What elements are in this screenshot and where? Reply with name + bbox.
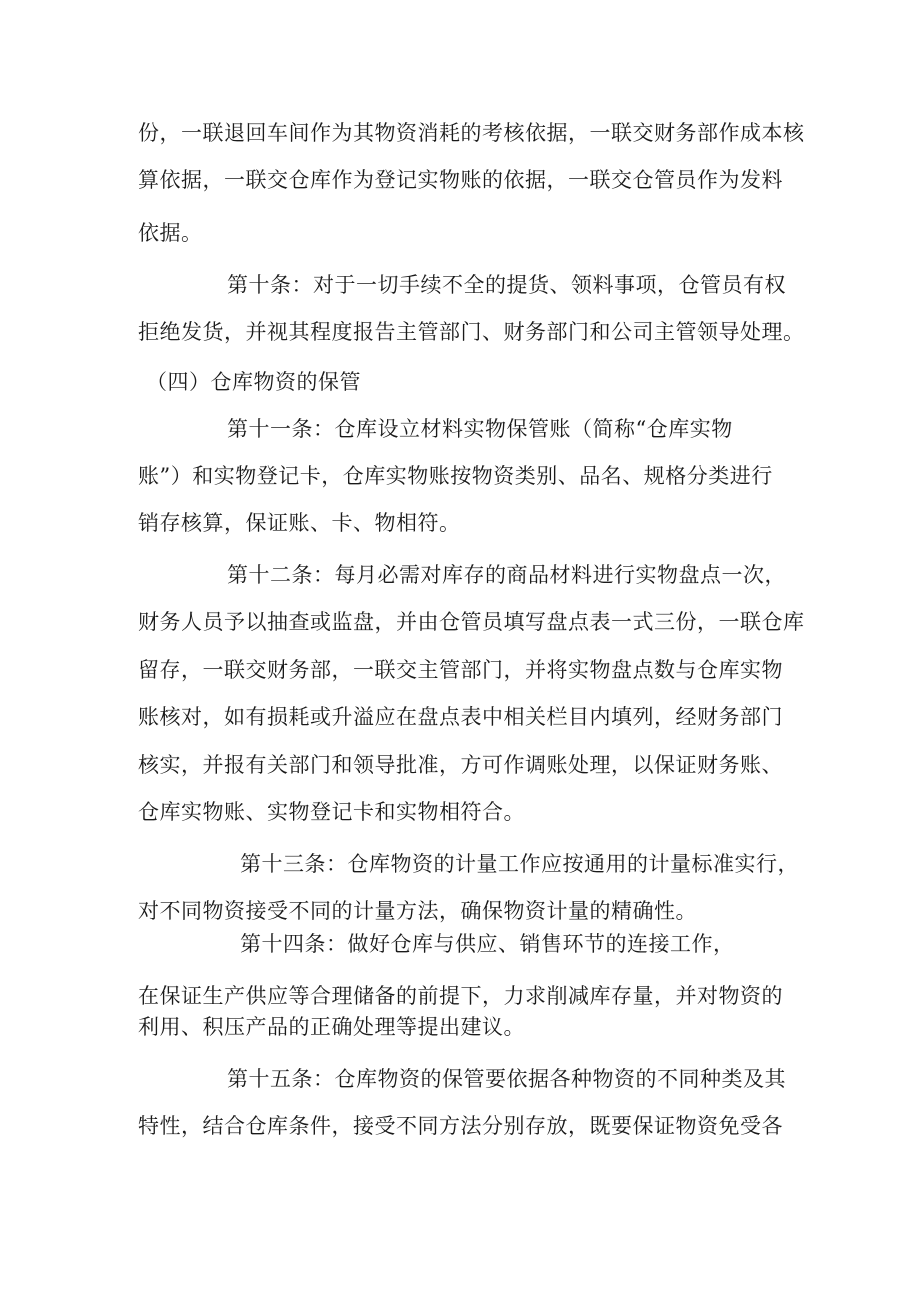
article-11-heading-line: 第十一条：仓库设立材料实物保管账（简称“仓库实物 [227, 417, 733, 441]
text-line: 份，一联退回车间作为其物资消耗的考核依据，一联交财务部作成本核 [138, 121, 805, 145]
text-line: 对不同物资接受不同的计量方法，确保物资计量的精确性。 [138, 899, 697, 923]
text-line: 特性，结合仓库条件，接受不同方法分别存放，既要保证物资免受各 [138, 1114, 783, 1138]
section-heading: （四）仓库物资的保管 [146, 370, 361, 394]
text-line: 拒绝发货，并视其程度报告主管部门、财务部门和公司主管领导处理。 [138, 320, 805, 344]
article-10-heading-line: 第十条：对于一切手续不全的提货、领料事项，仓管员有权 [227, 273, 786, 297]
text-line: 账核对，如有损耗或升溢应在盘点表中相关栏目内填列，经财务部门 [138, 705, 783, 729]
text-line: 财务人员予以抽查或监盘，并由仓管员填写盘点表一式三份，一联仓库 [138, 610, 805, 634]
article-15-heading-line: 第十五条：仓库物资的保管要依据各种物资的不同种类及其 [227, 1067, 786, 1091]
text-line: 销存核算，保证账、卡、物相符。 [138, 511, 461, 535]
article-13-heading-line: 第十三条：仓库物资的计量工作应按通用的计量标准实行， [240, 852, 799, 876]
text-line: 核实，并报有关部门和领导批准，方可作调账处理，以保证财务账、 [138, 753, 783, 777]
text-line: 利用、积压产品的正确处理等提出建议。 [138, 1015, 525, 1039]
text-line: 依据。 [138, 221, 203, 245]
text-line: 仓库实物账、实物登记卡和实物相符合。 [138, 800, 525, 824]
article-14-heading-line: 第十四条：做好仓库与供应、销售环节的连接工作， [240, 932, 735, 956]
text-line: 账”）和实物登记卡，仓库实物账按物资类别、品名、规格分类进行 [138, 464, 773, 488]
article-12-heading-line: 第十二条：每月必需对库存的商品材料进行实物盘点一次， [227, 563, 786, 587]
text-line: 留存，一联交财务部，一联交主管部门，并将实物盘点数与仓库实物 [138, 658, 783, 682]
text-line: 算依据，一联交仓库作为登记实物账的依据，一联交仓管员作为发料 [138, 168, 783, 192]
text-line: 在保证生产供应等合理储备的前提下，力求削减库存量，并对物资的 [138, 984, 783, 1008]
